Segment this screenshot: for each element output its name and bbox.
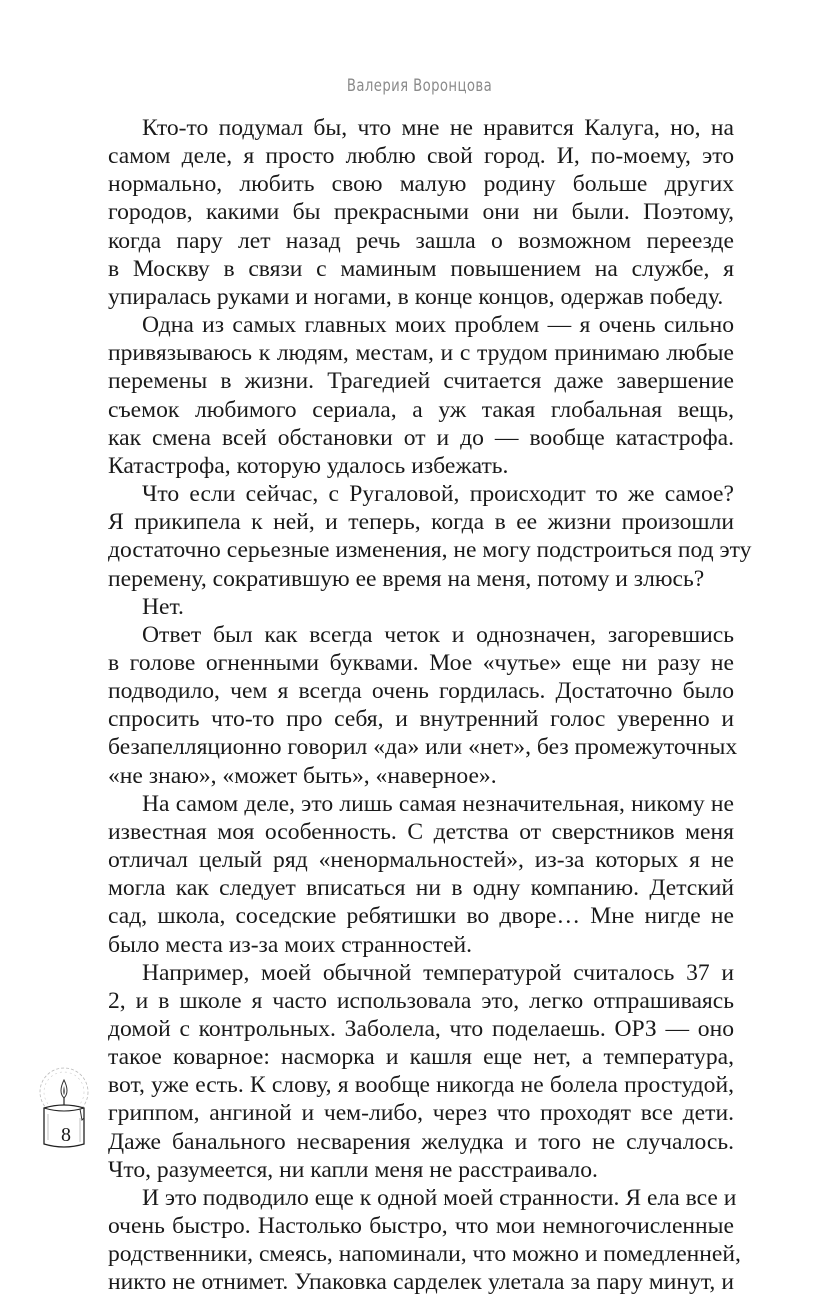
page-number: 8	[61, 1124, 71, 1146]
paragraph	[108, 480, 752, 593]
text-line: съемок любимого сериала, а уж такая глобальная вещь,	[108, 396, 734, 423]
paragraph	[108, 790, 734, 959]
text-line: могла как следует вписаться ни в одну компанию. Детский	[108, 875, 734, 902]
text-line: самом деле, я просто люблю свой город. И, по-моему, это	[108, 143, 734, 170]
paragraph	[108, 593, 734, 621]
text-line: очень быстро. Настолько быстро, что мои немногочисленные	[108, 1213, 734, 1240]
text-line: отличал целый ряд «ненормальностей», из-за которых я не	[108, 847, 734, 874]
paragraph	[108, 959, 734, 1184]
text-line: упиралась руками и ногами, в конце концов, одержав победу.	[108, 283, 724, 310]
text-line: подводило, чем я всегда очень гордилась. Достаточно было	[108, 678, 734, 705]
text-line: Ответ был как всегда четок и однозначен, загоревшись	[142, 621, 734, 648]
text-line: привязываюсь к людям, местам, и с трудом принимаю любые	[108, 340, 734, 367]
text-line: «не знаю», «может быть», «наверное».	[108, 762, 497, 789]
body-text	[108, 114, 752, 1297]
text-line: вот, уже есть. К слову, я вообще никогда не болела простудой,	[108, 1072, 734, 1099]
text-line: Даже банального несварения желудка и того не случалось.	[108, 1128, 734, 1155]
text-line: было места из-за моих странностей.	[108, 931, 473, 958]
text-line: родственники, смеясь, напоминали, что можно и помедленней,	[108, 1241, 741, 1268]
text-line: когда пару лет назад речь зашла о возможном переезде	[108, 227, 734, 254]
text-line: Нет.	[142, 593, 184, 620]
text-line: спросить что-то про себя, и внутренний голос уверенно и	[108, 706, 734, 733]
text-line: такое коварное: насморка и кашля еще нет, а температура,	[108, 1044, 734, 1071]
text-line: гриппом, ангиной и чем-либо, через что проходят все дети.	[108, 1100, 734, 1127]
text-line: Что если сейчас, с Ругаловой, происходит то же самое?	[142, 481, 734, 508]
text-line: достаточно серьезные изменения, не могу подстроиться под эту	[108, 537, 752, 564]
paragraph	[108, 311, 734, 480]
text-line: как смена всей обстановки от и до — вообще катастрофа.	[108, 424, 734, 451]
text-line: городов, какими бы прекрасными они ни были. Поэтому,	[108, 199, 734, 226]
paragraph	[108, 1184, 741, 1297]
text-line: Например, моей обычной температурой считалось 37 и	[142, 959, 734, 986]
text-line: Что, разумеется, ни капли меня не расстраивало.	[108, 1156, 598, 1183]
text-line: 2, и в школе я часто использовала это, легко отпрашиваясь	[108, 987, 734, 1014]
text-line: Одна из самых главных моих проблем — я очень сильно	[142, 312, 734, 339]
text-line: известная моя особенность. С детства от сверстников меня	[108, 818, 734, 845]
text-line: домой с контрольных. Заболела, что поделаешь. ОРЗ — оно	[108, 1016, 734, 1042]
text-line: перемены в жизни. Трагедией считается даже завершение	[108, 368, 734, 395]
text-line: перемену, сократившую ее время на меня, потому и злюсь?	[108, 565, 705, 592]
text-line: Катастрофа, которую удалось избежать.	[108, 452, 509, 479]
text-line: И это подводило еще к одной моей странности. Я ела все и	[142, 1184, 737, 1211]
paragraph	[108, 621, 738, 790]
running-head-author: Валерия Воронцова	[346, 76, 493, 96]
text-line: нормально, любить свою малую родину больше других	[108, 171, 734, 198]
text-line: безапелляционно говорил «да» или «нет», без промежуточных	[108, 734, 738, 761]
text-line: Кто-то подумал бы, что мне не нравится Калуга, но, на	[142, 115, 734, 141]
paragraph	[108, 114, 734, 311]
text-line: сад, школа, соседские ребятишки во дворе… Мне нигде не	[108, 903, 734, 930]
text-line: Я прикипела к ней, и теперь, когда в ее жизни произошли	[108, 509, 734, 536]
text-line: в голове огненными буквами. Мое «чутье» еще ни разу не	[108, 649, 734, 676]
text-line: На самом деле, это лишь самая незначительная, никому не	[142, 790, 734, 817]
text-line: никто не отнимет. Упаковка сарделек улетала за пару минут, и	[108, 1269, 734, 1296]
text-line: в Москву в связи с маминым повышением на службе, я	[108, 255, 734, 282]
